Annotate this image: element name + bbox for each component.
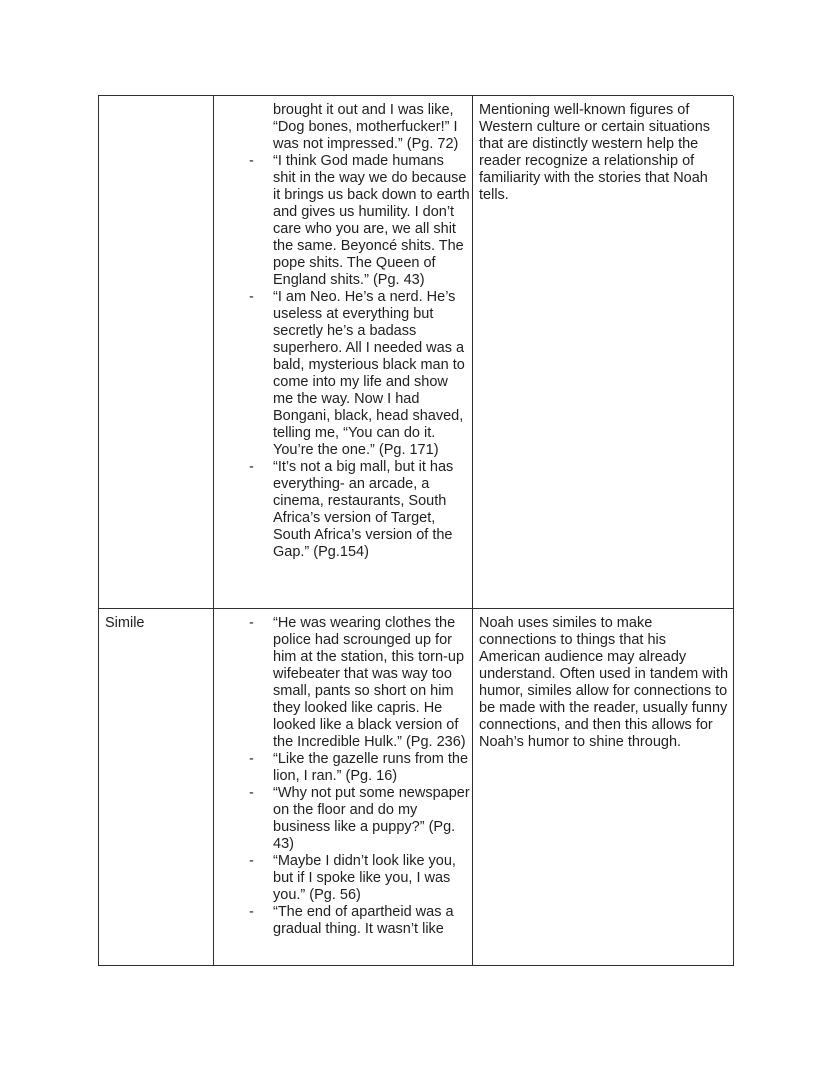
- literary-analysis-table: [98, 95, 733, 966]
- quote-continuation: brought it out and I was like, “Dog bones, motherfucker!” I was not impressed.” (Pg. 72): [273, 102, 459, 152]
- quote-item: [214, 615, 470, 751]
- quote-text: “It’s not a big mall, but it has everything- an arcade, a cinema, restaurants, South Africa’s version of Target, South Africa’s version of the Gap.” (Pg.154): [273, 459, 454, 560]
- device-cell-row-simile: [99, 609, 214, 966]
- quote-text: “Maybe I didn’t look like you, but if I spoke like you, I was you.” (Pg. 56): [273, 853, 456, 903]
- analysis-cell-row-1: [473, 96, 734, 609]
- quote-text: “The end of apartheid was a gradual thing. It wasn’t like: [273, 904, 454, 937]
- quote-text: “I am Neo. He’s a nerd. He’s useless at everything but secretly he’s a badass superhero. All I needed was a bald, mysterious black man to come into my life and show me the way. Now I had Bongani, black, head shaved, telling me, “You can do it. You’re the one.” (Pg. 171): [273, 289, 465, 458]
- quote-item: [214, 751, 470, 785]
- bullet-marker: -: [249, 459, 254, 475]
- bullet-marker: -: [249, 615, 254, 631]
- quote-item: [214, 785, 470, 853]
- quote-item: [214, 153, 470, 289]
- bullet-marker: -: [249, 904, 254, 920]
- analysis-cell-row-simile: [473, 609, 734, 966]
- quote-item: [214, 459, 470, 561]
- quote-item: [214, 853, 470, 904]
- bullet-marker: -: [249, 289, 254, 305]
- bullet-marker: -: [249, 153, 254, 169]
- quote-text: “Why not put some newspaper on the floor and do my business like a puppy?” (Pg. 43): [273, 785, 470, 852]
- bullet-marker: -: [249, 853, 254, 869]
- bullet-marker: -: [249, 751, 254, 767]
- analysis-text: Mentioning well-known figures of Western culture or certain situations that are distinctly western help the reader recognize a relationship of familiarity with the stories that Noah tells.: [479, 102, 711, 203]
- quotes-cell-row-1: [214, 96, 473, 609]
- analysis-text: Noah uses similes to make connections to things that his American audience may already understand. Often used in tandem with humor, similes allow for connections to be made with the reader, usually funny connections, and then this allows for Noah’s humor to shine through.: [479, 615, 729, 750]
- quote-item: [214, 904, 470, 938]
- device-label: Simile: [105, 615, 145, 631]
- quote-item: [214, 289, 470, 459]
- bullet-marker: -: [249, 785, 254, 801]
- quote-text: “Like the gazelle runs from the lion, I ran.” (Pg. 16): [273, 751, 469, 784]
- quotes-cell-row-simile: [214, 609, 473, 966]
- quote-text: “I think God made humans shit in the way we do because it brings us back down to earth and gives us humility. I don’t care who you are, we all shit the same. Beyoncé shits. The pope shits. The Queen of England shits.” (Pg. 43): [273, 153, 470, 288]
- device-cell-row-1: [99, 96, 214, 609]
- quote-text: “He was wearing clothes the police had scrounged up for him at the station, this torn-up wifebeater that was way too small, pants so short on him they looked like capris. He looked like a black version of the Incredible Hulk.” (Pg. 236): [273, 615, 466, 750]
